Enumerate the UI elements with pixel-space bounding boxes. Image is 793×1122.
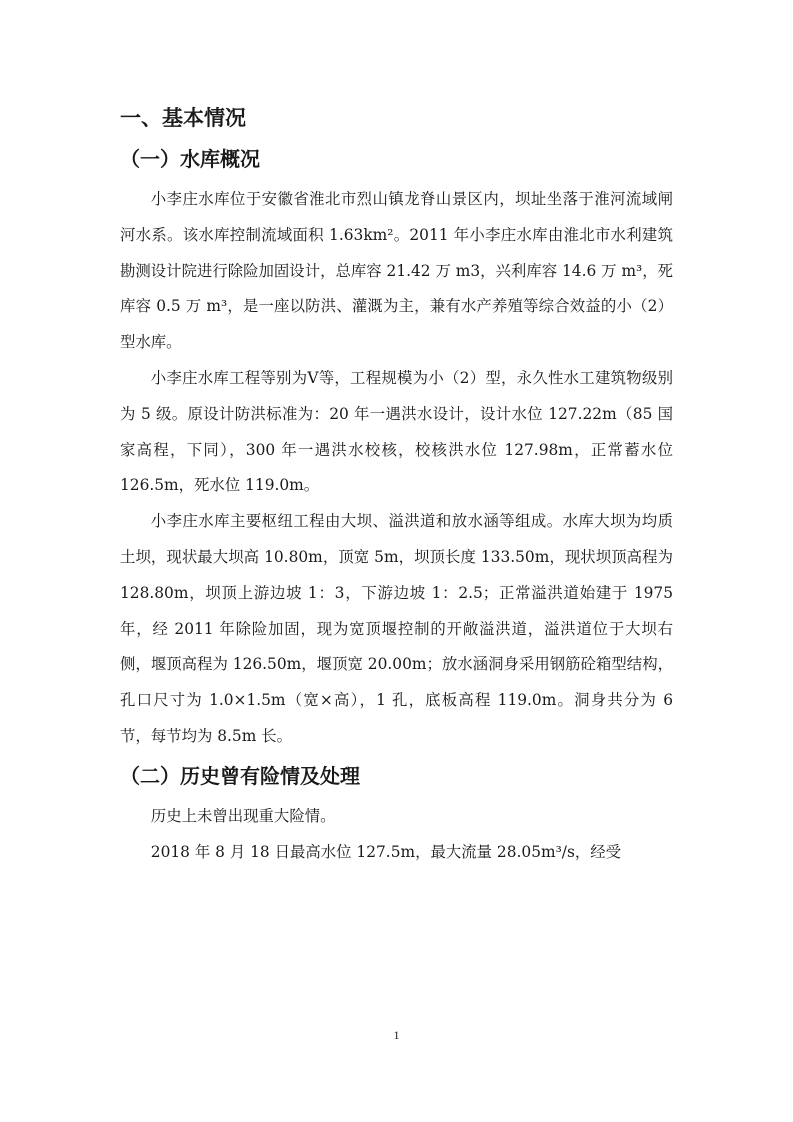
section-title-reservoir-overview: （一）水库概况 <box>120 147 260 171</box>
main-heading: 一、基本情况 <box>120 106 246 130</box>
paragraph: 历史上未曾出现重大险情。 <box>150 806 336 825</box>
section-title-history: （二）历史曾有险情及处理 <box>120 763 360 788</box>
page-number: 1 <box>393 1028 400 1042</box>
paragraph: 小李庄水库主要枢纽工程由大坝、溢洪道和放水涵等组成。水库大坝为均质土坝，现状最大坝高 10.80m，顶宽 5m，坝顶长度 133.50m，现状坝顶高程为 128.80m，坝顶上游边坡 1：3，下游边坡 1：2.5；正常溢洪道始建于 1975 年，经 2011 年除险加固，现为宽顶堰控制的开敞溢洪道，溢洪道位于大坝右侧，堰顶高程为 126.50m，堰顶宽 20.00m；放水涵洞身采用钢筋砼箱型结构，孔口尺寸为 1.0×1.5m（宽×高），1 孔，底板高程 119.0m。洞身共分为 6 节，每节均为 8.5m 长。 <box>120 512 673 745</box>
paragraph: 小李庄水库位于安徽省淮北市烈山镇龙脊山景区内，坝址坐落于淮河流域闸河水系。该水库控制流域面积 1.63km²。2011 年小李庄水库由淮北市水利建筑勘测设计院进行除险加固设计，总库容 21.42 万 m3，兴利库容 14.6 万 m³，死库容 0.5 万 m³，是一座以防洪、灌溉为主，兼有水产养殖等综合效益的小（2）型水库。 <box>120 190 673 352</box>
paragraph: 2018 年 8 月 18 日最高水位 127.5m，最大流量 28.05m³/s，经受 <box>150 842 622 861</box>
paragraph: 小李庄水库工程等别为Ⅴ等，工程规模为小（2）型，永久性水工建筑物级别为 5 级。原设计防洪标准为：20 年一遇洪水设计，设计水位 127.22m（85 国家高程，下同），300 年一遇洪水校核，校核洪水位 127.98m，正常蓄水位 126.5m，死水位 119.0m。 <box>120 368 673 495</box>
